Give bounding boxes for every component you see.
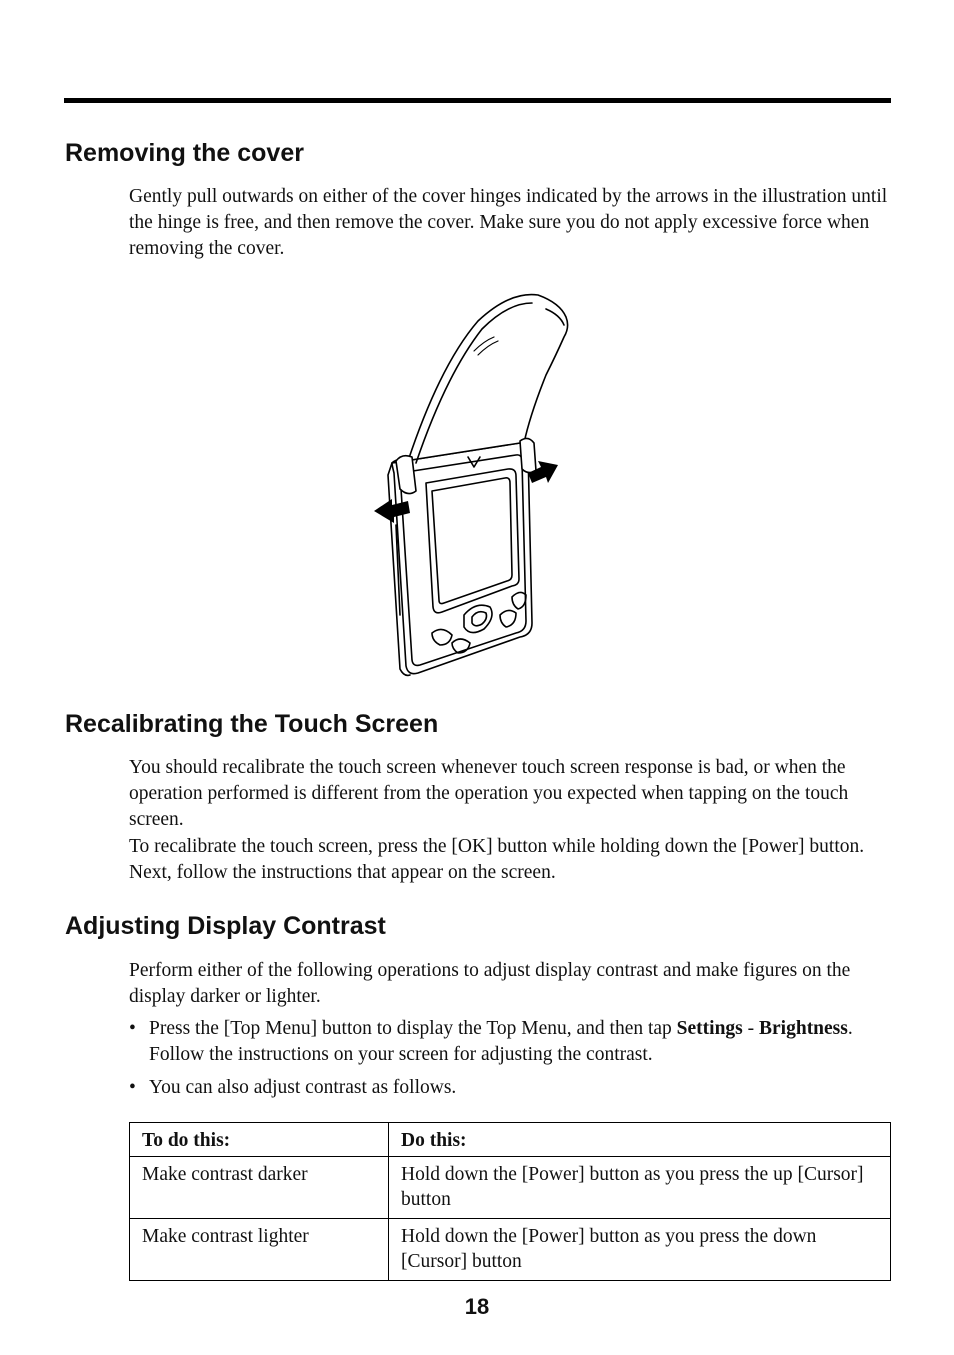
page-number: 18 [464, 1294, 490, 1319]
contrast-table [129, 1122, 891, 1281]
bullet-icon: • [129, 1018, 136, 1039]
heading-removing-cover: Removing the cover [65, 139, 304, 167]
table-header: To do this: [130, 1123, 389, 1157]
pda-cover-removal-illustration [360, 285, 580, 680]
recalibrating-text-1: You should recalibrate the touch screen whenever touch screen response is bad, or when the operation performed is different from the operation you expected when tapping on the touch screen. [129, 757, 849, 830]
contrast-intro-text: Perform either of the following operations to adjust display contrast and make figures on the display darker or lighter. [129, 960, 851, 1007]
brightness-term: Brightness [759, 1018, 848, 1039]
table-row [130, 1219, 891, 1281]
recalibrating-text-2: To recalibrate the touch screen, press the [OK] button while holding down the [Power] button. Next, follow the instructions that appear on the screen. [129, 836, 865, 883]
removing-cover-text: Gently pull outwards on either of the cover hinges indicated by the arrows in the illustration until the hinge is free, and then remove the cover. Make sure you do not apply excessive force when removing the cover. [129, 186, 888, 259]
bullet-icon: • [129, 1077, 136, 1098]
bullet-text: Press the [Top Menu] button to display the Top Menu, and then tap Settings - Brightness. Follow the instructions on your screen for adjusting the contrast. [149, 1018, 853, 1065]
table-cell: Make contrast lighter [130, 1219, 389, 1281]
table-header-row [130, 1123, 891, 1157]
table-header: Do this: [389, 1123, 891, 1157]
table-cell: Make contrast darker [130, 1157, 389, 1219]
bullet-text: You can also adjust contrast as follows. [149, 1077, 457, 1098]
table-cell: Hold down the [Power] button as you press the down [Cursor] button [389, 1219, 891, 1281]
settings-term: Settings [676, 1018, 743, 1039]
heading-recalibrating: Recalibrating the Touch Screen [65, 710, 439, 738]
list-item [129, 1075, 889, 1101]
top-rule [64, 98, 891, 103]
table-cell: Hold down the [Power] button as you press the up [Cursor] button [389, 1157, 891, 1219]
list-item [129, 1016, 889, 1068]
heading-adjusting-contrast: Adjusting Display Contrast [65, 912, 386, 940]
table-row [130, 1157, 891, 1219]
